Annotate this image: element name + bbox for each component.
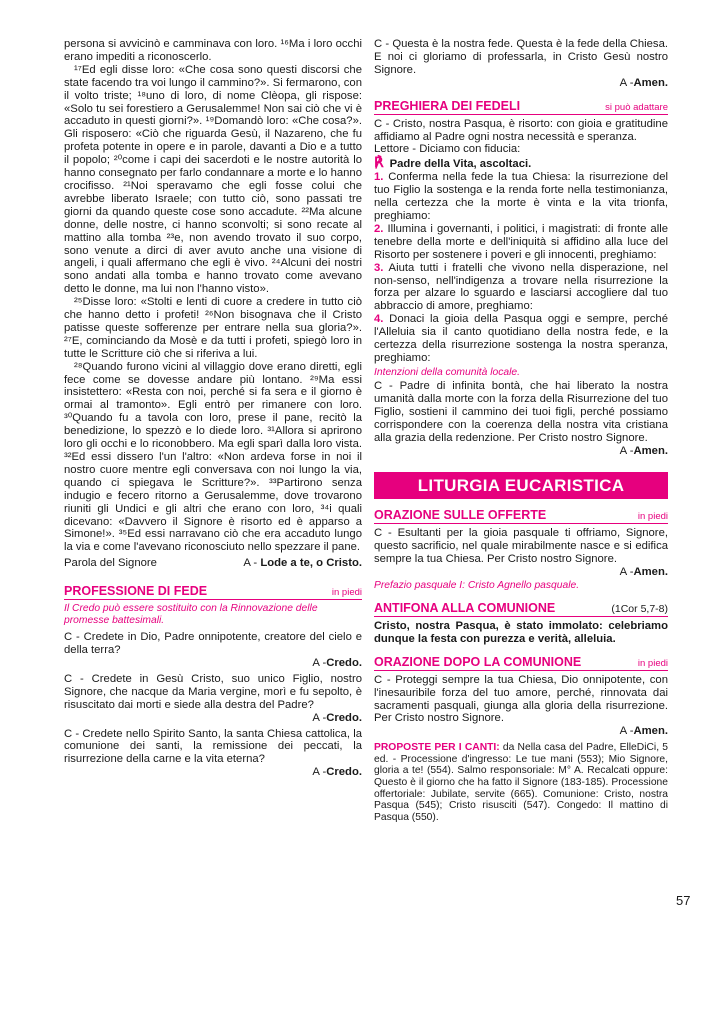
adapt-note: si può adattare [605,101,668,113]
gospel-paragraph: persona si avvicinò e camminava con loro. ¹⁶Ma i loro occhi erano impediti a riconoscerlo. [64,38,362,63]
gospel-paragraph: ²⁸Quando furono vicini al villaggio dove erano diretti, egli fece come se dovesse andare più lontano. ²⁹Ma essi insistettero: «Resta con noi, perché si fa sera e il giorno è ormai al tramonto». Egli entrò per rimanere con loro. ³⁰Quando fu a tavola con loro, prese il pane, recitò la benedizione, lo spezzò e lo diede loro. ³¹Allora si aprirono loro gli occhi e lo riconobbero. Ma egli sparì dalla loro vista. ³²Ed essi dissero l'un l'altro: «Non ardeva forse in noi il nostro cuore mentre egli conversava con noi lungo la via, quando ci spiegava le Scritture?». ³³Partirono senza indugio e fecero ritorno a Gerusalemme, dove trovarono riuniti gli Undici e gli altri che erano con loro, ³⁴i quali dicevano: «Davvero il Signore è risorto ed è apparso a Simone!». ³⁵Ed essi narravano ciò che era accaduto lungo la via e come l'avevano riconosciuto nello spezzare il pane. [64,360,362,554]
creed-answer: A - Credo. [312,766,362,779]
professione-rubric: Il Credo può essere sostituito con la Rinnovazione delle promesse battesimali. [64,603,318,626]
posture-note: in piedi [637,657,668,669]
posture-note: in piedi [331,587,362,599]
response-text: Padre della Vita, ascoltaci. [389,158,532,171]
gospel-acclamation [64,557,362,570]
response-line [374,156,668,171]
posture-note: in piedi [637,510,668,522]
offerte-text: C - Esultanti per la gioia pasquale ti offriamo, Signore, questo sacrificio, nel quale mirabilmente nasce e si edifica sempre la tua Chiesa. Per Cristo nostro Signore. [374,526,668,565]
antifona-heading [374,601,668,617]
section-title: PROFESSIONE DI FEDE [64,584,208,599]
creed-final: C - Questa è la nostra fede. Questa è la fede della Chiesa. E noi ci gloriamo di professarla, in Cristo Gesù nostro Signore. [374,38,668,76]
page-number: 57 [676,893,691,908]
creed-question: C - Credete nello Spirito Santo, la santa Chiesa cattolica, la comunione dei santi, la remissione dei peccati, la risurrezione della carne e la vita eterna? [64,727,362,766]
scripture-ref: (1Cor 5,7-8) [611,602,668,615]
intention-item: 2. Illumina i governanti, i politici, i magistrati: di fronte alle tenebre della morte e dell'iniquità si affidino alla luce del Risorto per sostenere i poveri e gli innocenti, preghiamo: [374,222,669,261]
creed-question: C - Credete in Dio, Padre onnipotente, creatore del cielo e della terra? [64,631,362,657]
left-column [64,38,362,779]
offerte-answer: A - Amen. [619,565,668,578]
creed-question: C - Credete in Gesù Cristo, suo unico Figlio, nostro Signore, che nacque da Maria vergine, morì e fu sepolto, è risuscitato dai morti e siede alla destra del Padre? [64,672,362,711]
section-title: ORAZIONE DOPO LA COMUNIONE [374,654,582,669]
intention-item: 3. Aiuta tutti i fratelli che vivono nella disperazione, nel non-senso, nell'indigenza a trovare nella risurrezione la forza per alzare lo sguardo e lasciarsi accogliere dal tuo abbraccio di amore, preghiamo: [374,261,668,313]
section-title: PREGHIERA DEI FEDELI [374,98,521,113]
proposte-canti [374,742,668,823]
professione-heading [64,584,362,600]
lettore-line: Lettore - Diciamo con fiducia: [374,143,521,156]
creed-answer: A - Credo. [312,656,362,669]
dopo-text: C - Proteggi sempre la tua Chiesa, Dio onnipotente, con l'inesauribile forza del tuo amore, perché, rinnovata dai sacramenti pasquali, giunga alla gloria della risurrezione. Per Cristo nostro Signore. [374,673,668,725]
proposte-text: da Nella casa del Padre, ElleDiCi, 5 ed. - Processione d'ingresso: Le tue mani (553); Mio Signore, gloria a te! (554). Salmo responsoriale: M° A. Recalcati oppure: Questo è il giorno che ha fatto il Signore (183-185). Processione offertoriale: Jubilate, servite (665). Comunione: Cristo, nostra Pasqua (545); Cristo risusciti (547). Congedo: Il mattino di Pasqua (550). [374,742,668,823]
offerte-heading [374,508,668,524]
preghiera-rubric: Intenzioni della comunità locale. [374,366,520,378]
dopo-answer: A - Amen. [619,725,668,738]
section-title: ORAZIONE SULLE OFFERTE [374,507,547,522]
gospel-response: A - Lode a te, o Cristo. [243,557,362,570]
preghiera-intro: C - Cristo, nostra Pasqua, è risorto: con gioia e gratitudine affidiamo al Padre ogni nostra necessità e speranza. [374,117,668,143]
preghiera-closing: C - Padre di infinita bontà, che hai liberato la nostra umanità dalla morte con la forza della Risurrezione del tuo Figlio, sostieni il cammino dei tuoi figli, perché possiamo corrispondere con la coerenza della nostra vita cristiana alla grazia della redenzione. Per Cristo nostro Signore. [374,380,668,444]
intention-item: 4. Donaci la gioia della Pasqua oggi e sempre, perché l'Alleluia sia il canto quotidiano della nostra fede, e la certezza della risurrezione sostenga la nostra speranza, preghiamo: [374,313,668,364]
preghiera-heading [374,99,668,115]
response-symbol: ℟ [374,154,384,171]
gospel-paragraph: ¹⁷Ed egli disse loro: «Che cosa sono questi discorsi che state facendo tra voi lungo il cammino?». Si fermarono, con il volto triste; ¹⁸uno di loro, di nome Clèopa, gli rispose: «Solo tu sei forestiero a Gerusalemme! Non sai ciò che vi è accaduto in questi giorni?». ¹⁹Domandò loro: «Che cosa?». Gli risposero: «Ciò che riguarda Gesù, il Nazareno, che fu profeta potente in opere e in parole, davanti a Dio e a tutto il popolo; ²⁰come i capi dei sacerdoti e le nostre autorità lo hanno consegnato per farlo condannare a morte e lo hanno crocifisso. ²¹Noi speravamo che egli fosse colui che avrebbe liberato Israele; con tutto ciò, sono passati tre giorni da quando queste cose sono accadute. ²²Ma alcune donne, delle nostre, ci hanno sconvolti; si sono recate al mattino alla tomba ²³e, non avendo trovato il suo corpo, sono venute a dirci di aver avuto anche una visione di angeli, i quali affermano che egli è vivo. ²⁴Alcuni dei nostri sono andati alla tomba e hanno trovato come avevano detto le donne, ma lui non l'hanno visto». [64,63,362,296]
dopo-heading [374,655,668,671]
gospel-closing: Parola del Signore [64,557,157,570]
intention-item: 1. Conferma nella fede la tua Chiesa: la risurrezione del tuo Figlio la sostenga e la renda forte nella testimonianza, nella certezza che la morte è vinta e la vita trionfa, preghiamo: [374,171,668,222]
offerte-rubric: Prefazio pasquale I: Cristo Agnello pasquale. [374,580,580,592]
preghiera-answer: A - Amen. [619,444,668,457]
section-title: ANTIFONA ALLA COMUNIONE [374,600,556,615]
right-column [374,38,668,823]
gospel-paragraph: ²⁵Disse loro: «Stolti e lenti di cuore a credere in tutto ciò che hanno detto i profeti! ²⁶Non bisognava che il Cristo patisse queste sofferenze per entrare nella sua gloria?». ²⁷E, cominciando da Mosè e da tutti i profeti, spiegò loro in tutte le Scritture ciò che si riferiva a lui. [64,296,362,360]
liturgia-banner: LITURGIA EUCARISTICA [374,472,668,499]
creed-final-answer: A - Amen. [619,76,668,89]
proposte-label: PROPOSTE PER I CANTI: [374,742,500,754]
antifona-text: Cristo, nostra Pasqua, è stato immolato: celebriamo dunque la festa con purezza e verità, alleluia. [374,619,668,645]
creed-answer: A - Credo. [312,711,362,724]
